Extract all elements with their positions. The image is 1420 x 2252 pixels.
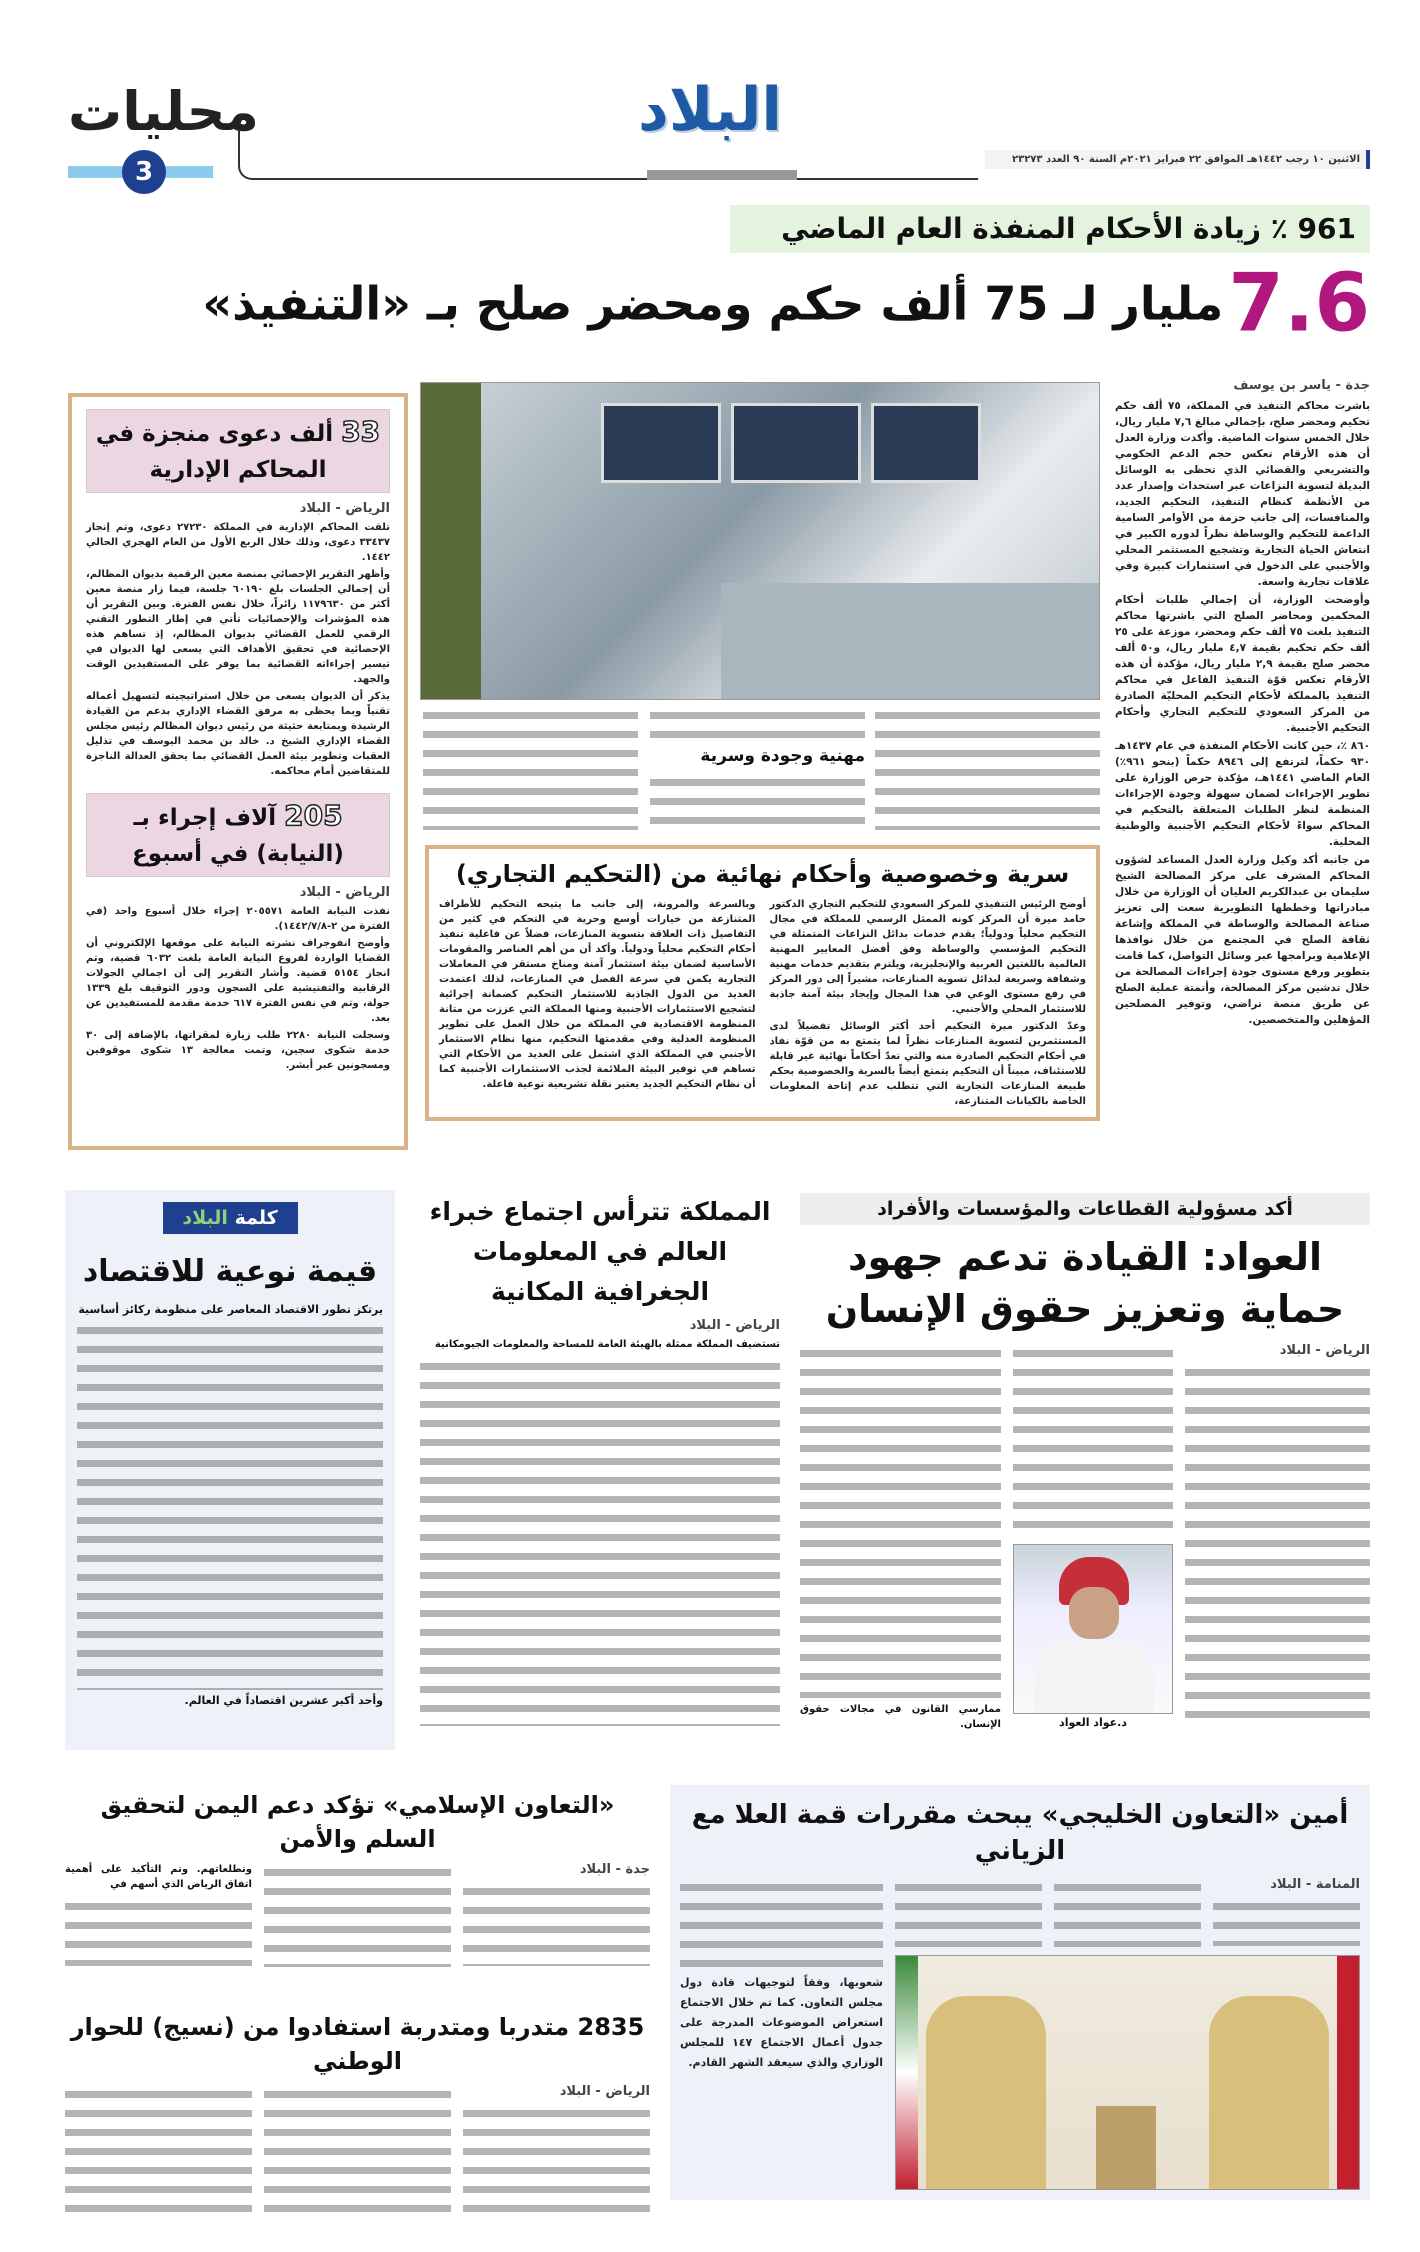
lead-byline: جدة - ياسر بن يوسف	[1233, 378, 1370, 393]
lead-header	[70, 205, 1370, 354]
newspaper-logo: البلاد	[638, 75, 782, 145]
geo-headline: المملكة تترأس اجتماع خبراء العالم في المعلومات الجغرافية المكانية	[429, 1197, 771, 1306]
oic-text	[65, 1896, 252, 1966]
editorial-label	[163, 1202, 298, 1234]
lead-subhead: مهنية وجودة وسرية	[700, 746, 865, 766]
geo-article	[420, 1192, 780, 1726]
rights-text	[1185, 1362, 1370, 1722]
lead-continuation-text	[423, 705, 638, 830]
gcc-box	[670, 1785, 1370, 2200]
lead-article-column	[1115, 378, 1370, 1030]
masthead-rule	[238, 130, 978, 180]
awwad-portrait	[1013, 1544, 1173, 1714]
gcc-excerpt: شعوبها، وفقاً لتوجيهات قادة دول مجلس التعاون. كما تم خلال الاجتماع استعراض الموضوعات المدرجة على جدول أعمال الاجتماع ١٤٧ للمجلس الوزاري والذي سيعقد الشهر القادم.	[680, 1976, 884, 2069]
arbitration-paragraph: وعدّ الدكتور ميرة التحكيم أحد أكثر الوسائل تفضيلاً لدى المستثمرين لتسوية المنازعات نظراً لما يتمتع به من قوّة نفاذ في أحكام التحكيم الصادرة منه والتي تعدّ أحكاماً نهائية غير قابلة للاستئناف، مبيناً أن التحكيم يتمتع أيضاً بالسرية والخصوصية بحكم طبيعة المنازعات التجارية التي تتطلب عدم إتاحة المعلومات الخاصة بالكيانات المتنازعة،	[769, 1021, 1086, 1107]
dialogue-text	[264, 2084, 451, 2214]
editorial-tail: وأحد أكبر عشرين اقتصاداً في العالم.	[184, 1694, 383, 1707]
lead-headline	[70, 253, 1370, 354]
box-33-paragraph: تلقت المحاكم الإدارية في المملكة ٢٧٢٣٠ دعوى، وتم إنجاز ٣٣٤٣٧ دعوى، وذلك خلال الربع الأول من العام الهجري الحالي ١٤٤٢.	[86, 522, 390, 563]
arbitration-paragraph: أوضح الرئيس التنفيذي للمركز السعودي للتحكيم التجاري الدكتور حامد ميرة أن المركز كونه الممثل الرسمي للمملكة في مجال التحكيم محلياً ودولياً؛ يقدم خدمات بدائل النزاعات المتمثلة في التحكيم المؤسسي والوساطة وفق أفضل المعايير المهنية العالمية باللغتين العربية والإنجليزية، ويلتزم بتقديم خدمات مهنية وشفافة وسريعة لبدائل تسوية المنازعات، مشيراً إلى دور المركز في رفع مستوى الوعي في هذا المجال وإيجاد بيئة آمنة جاذبة للاستثمار المحلي والأجنبي.	[769, 899, 1086, 1015]
geo-text	[420, 1356, 780, 1726]
lead-headline-number: 7.6	[1228, 256, 1370, 350]
gcc-headline: أمين «التعاون الخليجي» يبحث مقررات قمة العلا مع الزياني	[691, 1800, 1349, 1866]
lead-continuation-text	[650, 705, 865, 740]
lead-continuation-text	[650, 772, 865, 830]
dateline: الاثنين ١٠ رجب ١٤٤٢هـ الموافق ٢٢ فبراير ٢٠٢١م السنة ٩٠ العدد ٢٣٢٧٣	[985, 150, 1370, 169]
gcc-text	[680, 1877, 883, 1967]
left-boxes-frame	[68, 393, 408, 1150]
oic-article	[65, 1788, 650, 1967]
geo-lead: تستضيف المملكة ممثلة بالهيئة العامة للمساحة والمعلومات الجيومكانية	[434, 1339, 780, 1350]
box-205-headline	[86, 793, 390, 877]
rights-byline: الرياض - البلاد	[1279, 1343, 1370, 1358]
geo-byline: الرياض - البلاد	[689, 1318, 780, 1333]
awwad-caption: د.عواد العواد	[1059, 1716, 1127, 1729]
oic-headline: «التعاون الإسلامي» تؤكد دعم اليمن لتحقيق السلم والأمن	[100, 1791, 615, 1853]
rights-article	[800, 1193, 1370, 1732]
page-number-badge: 3	[122, 150, 166, 194]
oic-text	[264, 1862, 451, 1967]
box-205-article	[86, 885, 390, 1073]
editorial-box	[65, 1190, 395, 1750]
oic-text	[463, 1881, 650, 1966]
dialogue-byline: الرياض - البلاد	[559, 2084, 650, 2099]
box-33-number: 33	[341, 415, 381, 448]
editorial-text	[77, 1320, 383, 1690]
box-33-headline	[86, 409, 390, 493]
gcc-meeting-photo	[895, 1955, 1360, 2190]
lead-continuation-text	[875, 705, 1100, 830]
lead-paragraph: ٨٦٠ ٪، حين كانت الأحكام المنفذة في عام ١٤٣٧هـ ٩٣٠ حكماً، لترتفع إلى ٨٩٤٦ حكماً (بنحو ٩٦١٪) العام الماضي ١٤٤١هـ، مؤكدة حرص الوزارة على تطوير الإجراءات لضمان سهولة وجودة الإجراءات المنظمة لنظر الطلبات المتعلقة بالتحكيم في المحاكم سواءً لأحكام التحكيم الأجنبية والوطنية المحلية.	[1115, 740, 1370, 848]
dialogue-text	[463, 2103, 650, 2213]
oic-excerpt: وتطلعاتهم. وتم التأكيد على أهمية اتفاق الرياض الذي أسهم في	[65, 1864, 252, 1890]
lead-paragraph: من جانبه أكد وكيل وزارة العدل المساعد لشؤون المحاكم المشرف على مركز المصالحة الشيخ سليمان بن عبدالكريم العليان أن الوزارة من خلال مبادراتها وخططها التطويرية سعت إلى تعزيز صناعة المصالحة والوساطة في المملكة وإشاعة ثقافة الصلح في المجتمع من خلال نوافذها الإعلامية وبرامجها عبر وسائل التواصل، كما قامت بتطوير ورفع مستوى جودة إجراءات المصالحة من خلال تدشين مركز المصالحة، وأتمتة عملية الصلح عن طريق منصة تراضي، وتوفير المصلحين المؤهلين والمتخصصين.	[1115, 854, 1370, 1026]
editorial-headline: قيمة نوعية للاقتصاد	[82, 1254, 378, 1289]
rights-text	[1013, 1343, 1173, 1538]
lead-headline-text: مليار لـ 75 ألف حكم ومحضر صلح بـ «التنفيذ»	[202, 276, 1224, 331]
box-205-byline: الرياض - البلاد	[299, 885, 390, 900]
logo-bar	[647, 170, 797, 180]
rights-tail: ممارسي القانون في مجالات حقوق الإنسان.	[800, 1704, 1001, 1730]
court-office-photo	[420, 382, 1100, 700]
gcc-text	[1213, 1896, 1360, 1946]
lead-paragraph: وأوضحت الوزارة، أن إجمالي طلبات أحكام المحكمين ومحاضر الصلح التي باشرتها محاكم التنفيذ بلغت ٧٥ ألف حكم ومحضر، موزعة على ٢٥ ألف حكم تحكيم بقيمة ٤,٧ مليار ريال، و٥٠ ألف محضر صلح بقيمة ٢,٩ مليار ريال، مؤكدة أن هذه الأرقام تعكس قوّة التنفيذ الفاعل في محاكم التنفيذ بالمملكة لأحكام التحكيم المحليّة الصادرة من المركز السعودي للتحكيم التجاري وأحكام التحكيم الأجنبية.	[1115, 594, 1371, 734]
rights-headline: العواد: القيادة تدعم جهود حماية وتعزيز حقوق الإنسان	[825, 1235, 1345, 1331]
box-33-article	[86, 501, 390, 779]
section-title: محليات	[68, 80, 259, 143]
box-205-paragraph: وسجلت النيابة ٢٢٨٠ طلب زيارة لمقراتها، بالإضافة إلى ٣٠ خدمة شكوى سجين، وتمت معالجة ١٣ شكوى موقوفين ومسجونين عبر أبشر.	[86, 1030, 390, 1071]
dialogue-article	[65, 2010, 650, 2214]
dialogue-text	[65, 2084, 252, 2214]
editorial-lead: يرتكز تطور الاقتصاد المعاصر على منظومة ركائز أساسية	[78, 1303, 383, 1316]
box-205-paragraph: نفذت النيابة العامة ٢٠٥٥٧١ إجراء خلال أسبوع واحد (في الفترة من ٢-١٤٤٢/٧/٨).	[86, 906, 390, 932]
box-33-paragraph: يذكر أن الديوان يسعى من خلال استراتيجيته لتسهيل أعماله تقنياً وبما يحظى به مرفق القضاء الإداري بدعم من القيادة الرشيدة وبمتابعة حثيثة من رئيس ديوان المظالم رئيس مجلس القضاء الإداري الشيخ د. خالد بن محمد اليوسف في تذليل العقبات وتطوير بيئة العمل القضائي بما يحقق العدالة الناجزة للمتقاضين أمام محاكمه.	[86, 691, 390, 777]
box-205-number: 205	[284, 799, 343, 832]
box-205-title: آلاف إجراء بـ (النيابة) في أسبوع	[132, 805, 344, 867]
arbitration-paragraph: وبالسرعة والمرونة، إلى جانب ما يتيحه التحكيم للأطراف المتنازعة من خيارات أوسع وحرية في التحكم في كثير من التفاصيل ذات العلاقة بتسوية المنازعات، فضلاً عن فاعلية تنفيذ أحكام التحكيم محلياً ودولياً. وأكد أن من أهم العناصر والمقومات الأساسية لضمان بيئة استثمار آمنة ومناخ مستقر في المعاملات التجارية يكمن في سرعة الفصل في المنازعات، لذلك اعتمدت العديد من الدول الجاذبة للاستثمار التحكيم كضمانة إجرائية لتشجيع الاستثمارات الأجنبية ومنها المملكة التي عززت من متانة المنظومة الاقتصادية في المملكة من خلال العمل على تطوير المنظومة العدلية وفي مقدمتها التحكيم، منها نظام الاستثمار الأجنبي في المملكة الذي اشتمل على العديد من الأحكام التي تساهم في توفير البيئة الملائمة لجذب الاستثمارات الأجنبية كما أن نظام التحكيم الجديد يعتبر نقلة تشريعية نوعية فاعلة.	[439, 899, 756, 1090]
rights-kicker: أكد مسؤولية القطاعات والمؤسسات والأفراد	[800, 1193, 1370, 1225]
rights-text	[800, 1343, 1001, 1698]
gcc-text	[895, 1877, 1042, 1947]
gcc-byline: المنامة - البلاد	[1270, 1877, 1360, 1892]
lead-paragraph: باشرت محاكم التنفيذ في المملكة، ٧٥ ألف حكم تحكيم ومحضر صلح، بإجمالي مبالغ ٧,٦ مليار ريال، خلال الخمس سنوات الماضية. وأكدت وزارة العدل أن هذه الأرقام تعكس حجم الدعم الحكومي والتشريعي والقضائي الذي تحظى به الوسائل البديلة لتسوية النزاعات عبر استحداث وإصدار عدد من الأنظمة كنظام التنفيذ، التحكيم الجديد، والمنافسات، إلى جانب حزمة من الأوامر السامية الداعمة للتحكيم والوساطة نظراً لدوره الكبير في انتعاش الحياة التجارية وتشجيع المستثمر المحلي والأجنبي على الدخول في استثمارات كبيرة وفي علاقات تجارية واسعة.	[1115, 400, 1371, 588]
lead-kicker: 961 ٪ زيادة الأحكام المنفذة العام الماضي	[730, 205, 1370, 253]
dialogue-headline: 2835 متدربا ومتدربة استفادوا من (نسيج) للحوار الوطني	[70, 2013, 645, 2075]
arbitration-headline: سرية وخصوصية وأحكام نهائية من (التحكيم التجاري)	[455, 860, 1070, 888]
box-33-title: ألف دعوى منجزة في المحاكم الإدارية	[95, 421, 334, 483]
arbitration-box	[425, 845, 1100, 1121]
editorial-label-logo: البلاد	[182, 1207, 228, 1229]
gcc-text	[1054, 1877, 1201, 1947]
editorial-label-word: كلمة	[234, 1207, 278, 1229]
oic-byline: جدة - البلاد	[579, 1862, 650, 1877]
box-205-paragraph: وأوضح انفوجراف نشرته النيابة على موقعها الإلكتروني أن القضايا الواردة لفروع النيابة العامة بلغت ٦٠٣٢ قضية، وتم انجاز ٥١٥٤ قضية. وأشار التقرير إلى أن اجمالي الجولات الرقابية والتفتيشية على السجون ودور التوقيف بلغ ١٣٣٩ جولة، وتم في نفس الفترة ٦١٧ خدمة مقدمة للمستفيدين عن بعد.	[86, 938, 391, 1024]
box-33-byline: الرياض - البلاد	[299, 501, 390, 516]
box-33-paragraph: وأظهر التقرير الإحصائي بمنصة معين الرقمية بديوان المظالم، أن إجمالي الجلسات بلغ ٦٠١٩٠ جلسة، فيما زار منصة معين أكثر من ١١٧٩٦٣٠ زائراً، خلال نفس الفترة. وبين التقرير أن هذه المؤشرات والإحصائيات تأتي في إطار التطور التقني الرقمي للعمل القضائي بديوان المظالم، إذ تساهم هذه الإحصائية في تحقيق الأهداف التي يسعى لها الديوان في تيسير إجراءاته القضائية بما يوفر على المستفيدين الوقت والجهد.	[86, 569, 391, 685]
